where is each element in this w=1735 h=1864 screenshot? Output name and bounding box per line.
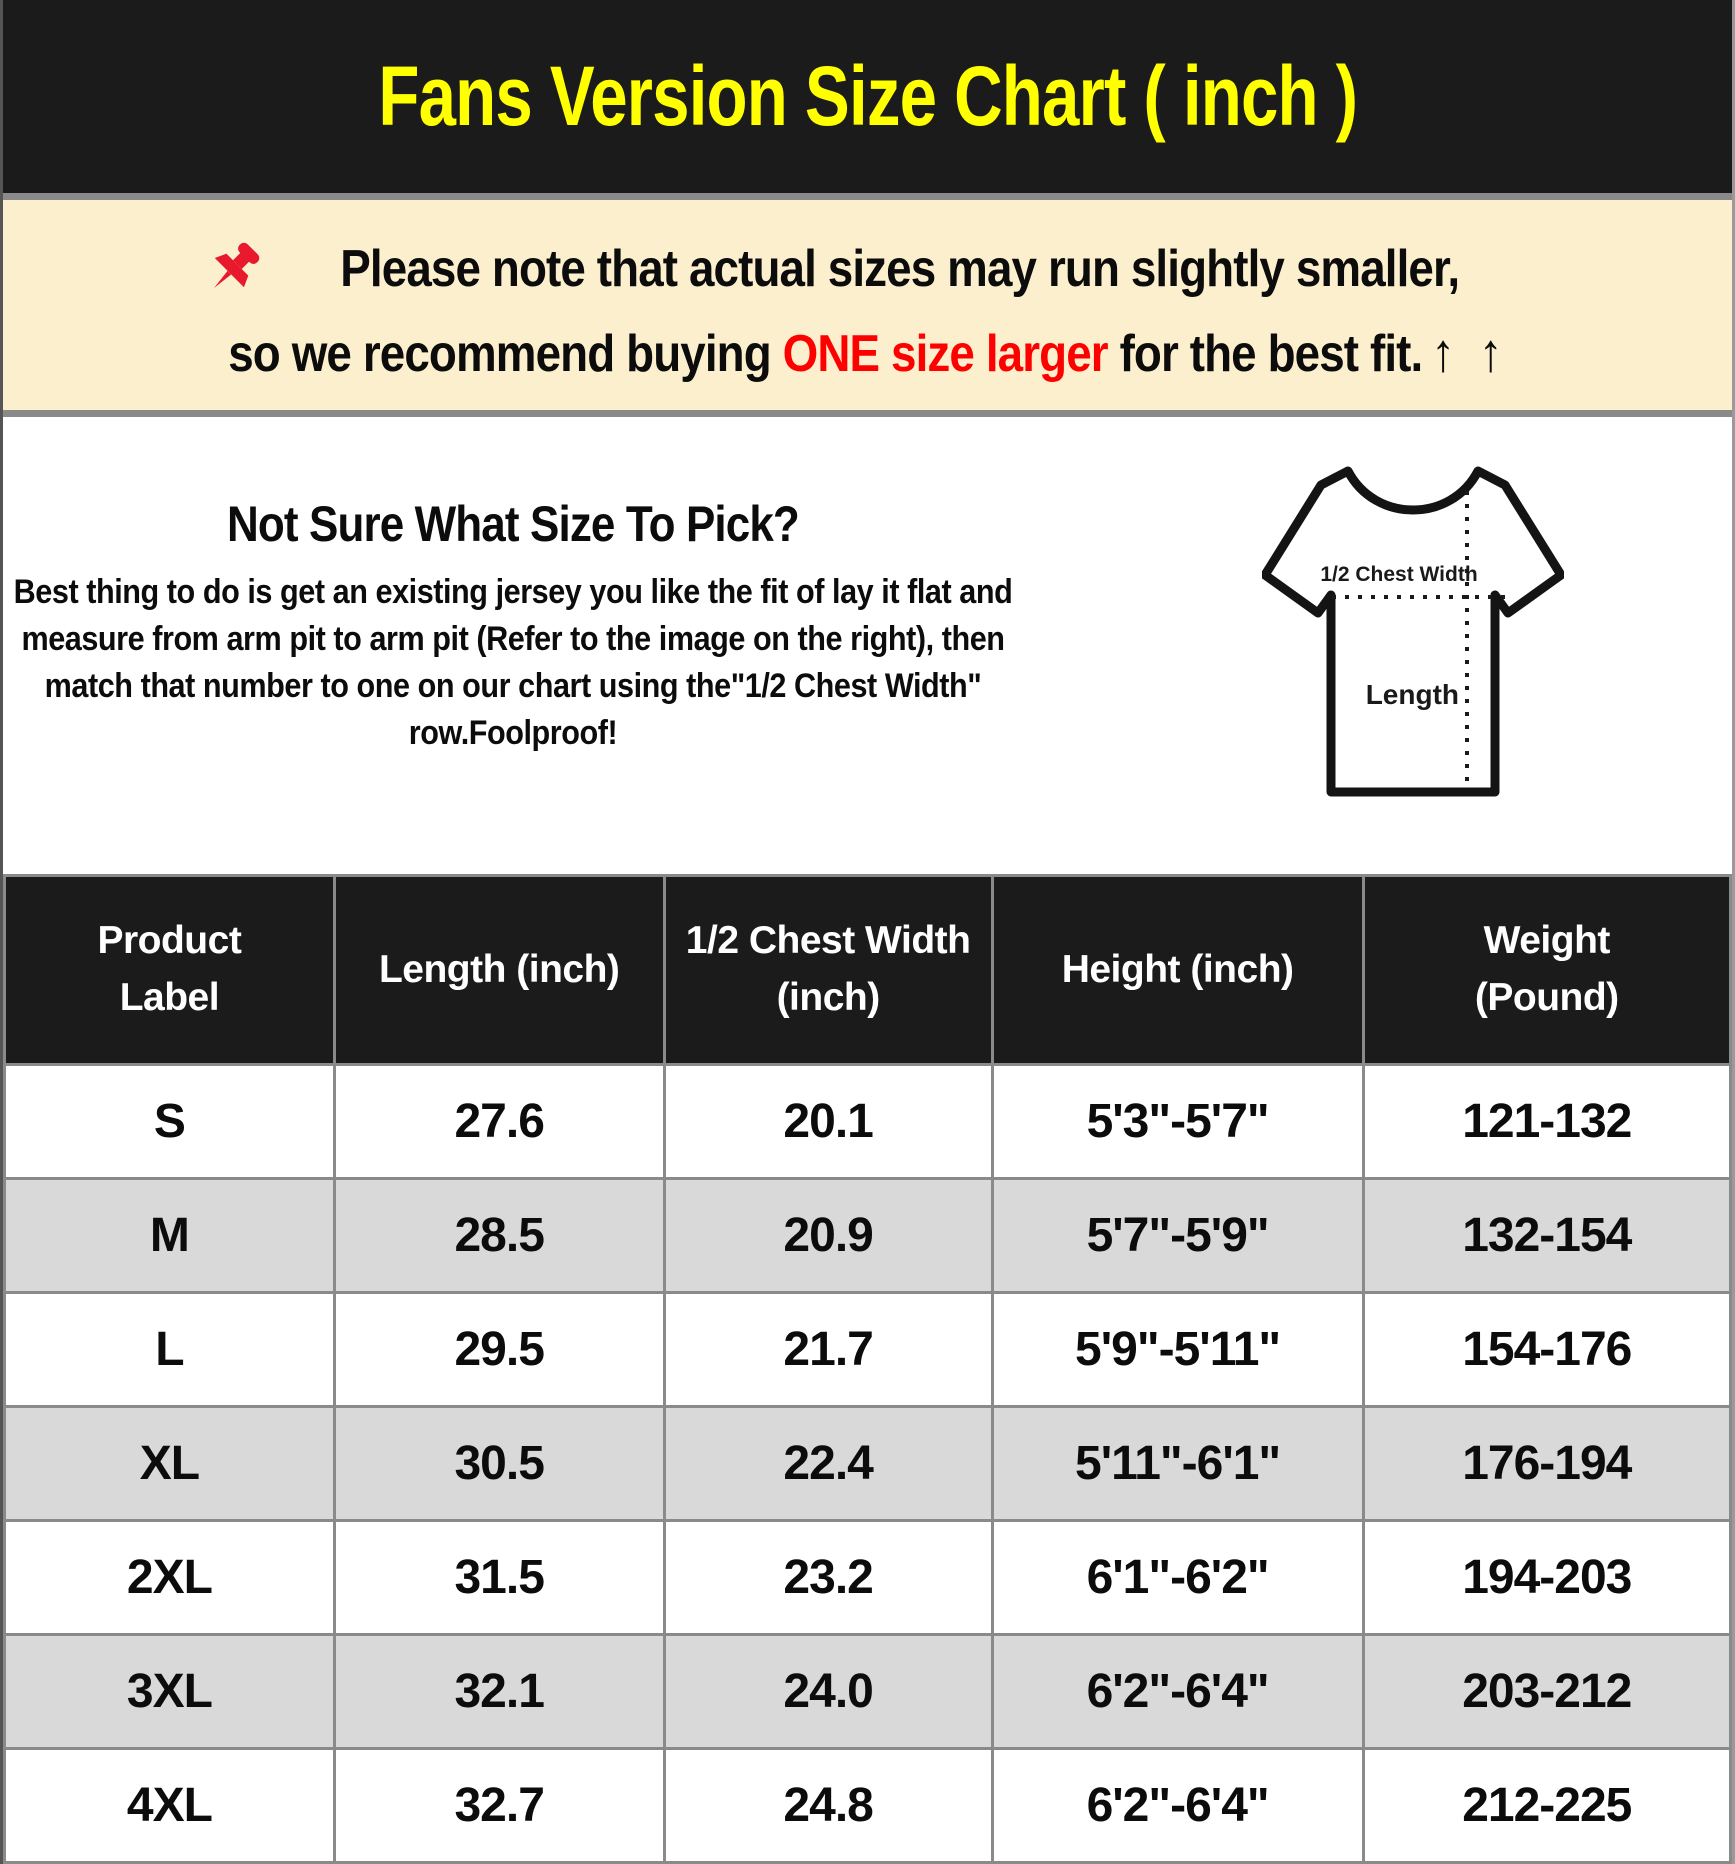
table-row-l	[5, 1293, 1731, 1407]
size-table	[3, 874, 1732, 1864]
guide-body: Best thing to do is get an existing jersey you like the fit of lay it flat and measure from arm pit to arm pit (Refer to the image on the right), then match that number to one on our chart using the"1/2 Chest Width" row.Foolproof!	[13, 573, 1013, 752]
cell-length: 28.5	[334, 1179, 664, 1293]
notice-line-1-text: Please note that actual sizes may run slightly smaller,	[340, 240, 1459, 298]
cell-length: 29.5	[334, 1293, 664, 1407]
cell-height: 5'9"-5'11"	[992, 1293, 1363, 1407]
sizing-guide-text	[3, 417, 1023, 874]
notice-line-2-prefix: so we recommend buying	[227, 325, 783, 383]
table-row-xl	[5, 1407, 1731, 1521]
cell-chest: 24.0	[664, 1635, 992, 1749]
size-table-header	[5, 876, 1731, 1065]
notice-line-1	[3, 226, 1732, 312]
column-header-chest-width: 1/2 Chest Width (inch)	[664, 876, 992, 1065]
cell-height: 6'2"-6'4"	[992, 1635, 1363, 1749]
sizing-guide-section	[3, 417, 1732, 874]
cell-size: 4XL	[5, 1749, 335, 1863]
cell-weight: 194-203	[1363, 1521, 1730, 1635]
cell-weight: 154-176	[1363, 1293, 1730, 1407]
cell-size: M	[5, 1179, 335, 1293]
cell-weight: 132-154	[1363, 1179, 1730, 1293]
column-header-length: Length (inch)	[334, 876, 664, 1065]
cell-size: 3XL	[5, 1635, 335, 1749]
cell-weight: 203-212	[1363, 1635, 1730, 1749]
table-row-3xl	[5, 1635, 1731, 1749]
cell-height: 5'7"-5'9"	[992, 1179, 1363, 1293]
cell-length: 32.1	[334, 1635, 664, 1749]
notice-line-2-suffix: for the best fit.	[1107, 325, 1422, 383]
column-header-product-label: Product Label	[5, 876, 335, 1065]
cell-size: 2XL	[5, 1521, 335, 1635]
title-bar	[3, 0, 1732, 193]
length-label: Length	[1365, 679, 1459, 710]
cell-weight: 121-132	[1363, 1065, 1730, 1179]
cell-length: 30.5	[334, 1407, 664, 1521]
notice-line-2	[3, 322, 1732, 384]
divider	[3, 410, 1732, 417]
table-row-2xl	[5, 1521, 1731, 1635]
cell-weight: 176-194	[1363, 1407, 1730, 1521]
cell-chest: 20.9	[664, 1179, 992, 1293]
column-header-height: Height (inch)	[992, 876, 1363, 1065]
up-arrows-icon: ↑ ↑	[1430, 323, 1508, 383]
notice-banner	[3, 200, 1732, 410]
column-header-weight: Weight (Pound)	[1363, 876, 1730, 1065]
guide-heading: Not Sure What Size To Pick?	[227, 496, 799, 552]
pushpin-icon	[200, 236, 266, 302]
tshirt-icon	[1262, 461, 1564, 803]
cell-height: 6'2"-6'4"	[992, 1749, 1363, 1863]
cell-height: 5'11"-6'1"	[992, 1407, 1363, 1521]
cell-chest: 24.8	[664, 1749, 992, 1863]
notice-size-highlight: ONE size larger	[782, 325, 1108, 383]
cell-length: 32.7	[334, 1749, 664, 1863]
divider	[3, 193, 1732, 200]
cell-height: 5'3"-5'7"	[992, 1065, 1363, 1179]
cell-height: 6'1"-6'2"	[992, 1521, 1363, 1635]
cell-chest: 22.4	[664, 1407, 992, 1521]
cell-size: XL	[5, 1407, 335, 1521]
table-row-m	[5, 1179, 1731, 1293]
cell-size: S	[5, 1065, 335, 1179]
table-row-s	[5, 1065, 1731, 1179]
table-row-4xl	[5, 1749, 1731, 1863]
cell-length: 31.5	[334, 1521, 664, 1635]
cell-size: L	[5, 1293, 335, 1407]
chest-width-label: 1/2 Chest Width	[1320, 563, 1478, 586]
tshirt-diagram	[1262, 461, 1564, 874]
cell-length: 27.6	[334, 1065, 664, 1179]
cell-chest: 20.1	[664, 1065, 992, 1179]
cell-weight: 212-225	[1363, 1749, 1730, 1863]
cell-chest: 21.7	[664, 1293, 992, 1407]
cell-chest: 23.2	[664, 1521, 992, 1635]
page-title: Fans Version Size Chart ( inch )	[378, 49, 1357, 143]
